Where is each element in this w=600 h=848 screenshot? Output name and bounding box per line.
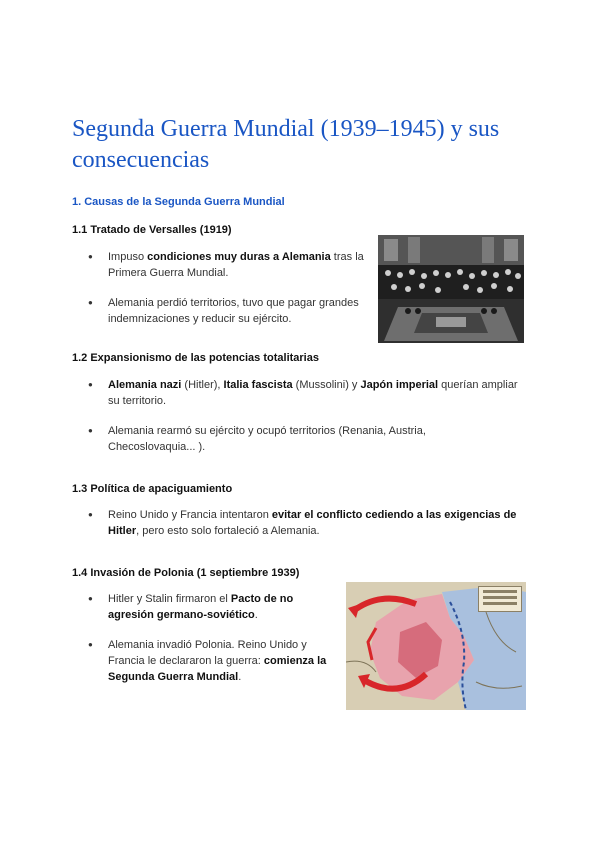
bullet-list-poland [88, 591, 338, 699]
list-item: ● Alemania nazi (Hitler), Italia fascista (Mussolini) y Japón imperial querían ampliar su territorio. [88, 377, 528, 409]
bullet-list-appeasement [88, 507, 528, 553]
list-item: ● Alemania rearmó su ejército y ocupó territorios (Renania, Austria, Checoslovaquia... ). [88, 423, 433, 455]
subheading-poland-invasion: 1.4 Invasión de Polonia (1 septiembre 1939) [72, 567, 300, 579]
versailles-treaty-photo [378, 235, 524, 343]
map-legend [478, 586, 522, 612]
bullet-list-versailles [88, 249, 370, 341]
document-title: Segunda Guerra Mundial (1939–1945) y sus consecuencias [72, 116, 500, 173]
bullet-list-expansionism [88, 377, 528, 469]
subheading-appeasement: 1.3 Política de apaciguamiento [72, 483, 233, 495]
list-item: ● Alemania perdió territorios, tuvo que pagar grandes indemnizaciones y reducir su ejército. [88, 295, 370, 327]
list-item: ● Alemania invadió Polonia. Reino Unido y Francia le declararon la guerra: comienza la Segunda Guerra Mundial. [88, 637, 338, 685]
subheading-versailles: 1.1 Tratado de Versalles (1919) [72, 224, 232, 236]
list-item: ● Impuso condiciones muy duras a Alemania tras la Primera Guerra Mundial. [88, 249, 370, 281]
poland-invasion-map [346, 582, 526, 710]
subheading-expansionism: 1.2 Expansionismo de las potencias totalitarias [72, 352, 319, 364]
list-item: ● Hitler y Stalin firmaron el Pacto de no agresión germano-soviético. [88, 591, 338, 623]
section-heading-causes: 1. Causas de la Segunda Guerra Mundial [72, 196, 285, 208]
list-item: ● Reino Unido y Francia intentaron evitar el conflicto cediendo a las exigencias de Hitler, pero esto solo fortaleció a Alemania. [88, 507, 528, 539]
